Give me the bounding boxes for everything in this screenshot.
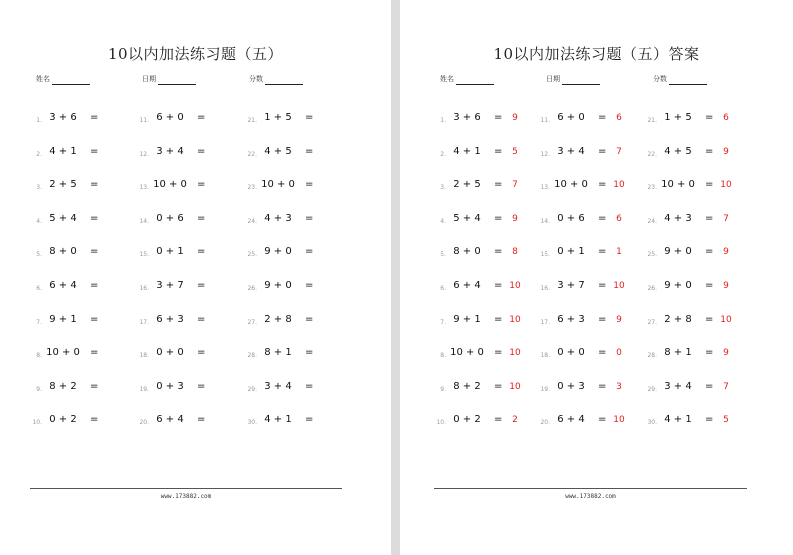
equals-sign: = [90, 112, 99, 123]
problem-number: 19. [139, 385, 149, 393]
problem-expression: 6 + 3 [156, 313, 184, 325]
problem-number: 22. [647, 150, 657, 158]
problem-item [241, 112, 351, 128]
answer-item [641, 414, 751, 430]
problem-expression: 8 + 0 [49, 246, 77, 258]
problem-number: 3. [440, 184, 446, 192]
problem-number: 11. [139, 117, 149, 124]
problem-item [133, 246, 243, 262]
problem-expression: 0 + 0 [557, 347, 585, 359]
name-blank-line [52, 84, 90, 85]
equals-sign: = [494, 179, 503, 191]
problem-expression: 0 + 0 [156, 347, 184, 359]
problem-expression: 9 + 0 [664, 246, 692, 258]
problem-item [241, 347, 351, 363]
problem-number: 5. [440, 251, 446, 259]
problem-number: 5. [36, 251, 42, 259]
problem-expression: 6 + 4 [156, 414, 184, 426]
equals-sign: = [197, 246, 206, 258]
problem-number: 12. [540, 150, 550, 158]
problem-number: 26. [247, 285, 257, 292]
answer-value: 6 [616, 113, 622, 123]
problem-number: 17. [139, 318, 149, 326]
date-label: 日期 [546, 75, 560, 83]
date-label: 日期 [142, 75, 156, 83]
problem-item [133, 112, 243, 128]
answer-value: 10 [720, 180, 732, 191]
equals-sign: = [197, 280, 206, 291]
problem-expression: 2 + 8 [664, 313, 692, 325]
problem-expression: 0 + 2 [49, 414, 77, 426]
answer-item [430, 381, 540, 397]
problem-expression: 3 + 4 [156, 145, 184, 157]
answer-item [641, 347, 751, 363]
problem-expression: 4 + 1 [664, 414, 692, 426]
answer-value: 6 [723, 113, 729, 123]
equals-sign: = [598, 280, 607, 291]
equals-sign: = [494, 313, 503, 325]
answer-value: 10 [509, 281, 521, 291]
name-label: 姓名 [440, 75, 454, 83]
equals-sign: = [494, 112, 503, 123]
problem-item [26, 112, 136, 128]
problem-item [241, 246, 351, 262]
problem-number: 23. [247, 184, 257, 192]
problem-number: 10. [436, 419, 446, 427]
answer-value: 10 [613, 281, 625, 291]
problem-expression: 0 + 1 [156, 246, 184, 258]
answer-item [430, 347, 540, 363]
problem-expression: 3 + 7 [156, 280, 184, 291]
problem-number: 26. [647, 285, 657, 292]
problem-expression: 4 + 3 [664, 212, 692, 224]
problem-number: 12. [139, 150, 149, 158]
problem-number: 2. [440, 150, 446, 158]
problem-expression: 0 + 3 [557, 380, 585, 392]
problem-expression: 9 + 1 [453, 313, 481, 325]
problem-expression: 4 + 5 [664, 145, 692, 157]
answer-value: 9 [512, 113, 518, 123]
problem-expression: 8 + 2 [49, 380, 77, 392]
answer-item [641, 179, 751, 195]
problem-number: 18. [540, 352, 550, 360]
answer-item [641, 112, 751, 128]
equals-sign: = [494, 280, 503, 291]
problem-number: 1. [36, 117, 42, 124]
equals-sign: = [598, 212, 607, 224]
problem-expression: 6 + 4 [453, 280, 481, 291]
problem-number: 15. [540, 251, 550, 259]
equals-sign: = [598, 380, 607, 392]
answer-item [430, 213, 540, 229]
problem-item [26, 347, 136, 363]
answer-item [534, 112, 644, 128]
problem-expression: 6 + 4 [49, 280, 77, 291]
problem-number: 28. [247, 352, 257, 360]
equals-sign: = [598, 347, 607, 359]
answer-value: 0 [616, 348, 622, 359]
problem-item [26, 414, 136, 430]
answer-value: 7 [723, 381, 729, 392]
answer-value: 10 [613, 180, 625, 191]
problem-expression: 10 + 0 [153, 179, 187, 191]
problem-number: 23. [647, 184, 657, 192]
answer-value: 3 [616, 381, 622, 392]
equals-sign: = [705, 380, 714, 392]
problem-expression: 4 + 1 [453, 145, 481, 157]
problem-expression: 8 + 1 [264, 347, 292, 359]
equals-sign: = [705, 179, 714, 191]
equals-sign: = [305, 112, 314, 123]
problem-number: 27. [247, 318, 257, 326]
problem-expression: 2 + 5 [49, 179, 77, 191]
name-blank-line [456, 84, 494, 85]
problem-expression: 0 + 2 [453, 414, 481, 426]
answer-item [641, 280, 751, 296]
equals-sign: = [197, 179, 206, 191]
problem-expression: 1 + 5 [664, 112, 692, 123]
problem-item [26, 314, 136, 330]
problem-number: 24. [247, 217, 257, 225]
problem-expression: 10 + 0 [46, 347, 80, 359]
problem-item [133, 213, 243, 229]
equals-sign: = [705, 347, 714, 359]
problem-item [26, 280, 136, 296]
problem-number: 1. [440, 117, 446, 124]
equals-sign: = [705, 414, 714, 426]
equals-sign: = [90, 246, 99, 258]
problem-expression: 10 + 0 [261, 179, 295, 191]
name-field [440, 74, 454, 84]
problem-expression: 9 + 1 [49, 313, 77, 325]
answer-value: 9 [723, 348, 729, 359]
equals-sign: = [90, 280, 99, 291]
date-blank-line [562, 84, 600, 85]
answer-value: 9 [723, 146, 729, 157]
answer-item [534, 179, 644, 195]
problem-number: 7. [36, 318, 42, 326]
equals-sign: = [90, 313, 99, 325]
problem-item [133, 146, 243, 162]
problem-expression: 1 + 5 [264, 112, 292, 123]
problem-number: 4. [440, 217, 446, 225]
answer-value: 5 [512, 146, 518, 157]
problem-item [26, 246, 136, 262]
answer-page [400, 0, 793, 555]
answer-value: 7 [723, 213, 729, 224]
equals-sign: = [90, 179, 99, 191]
problem-item [241, 213, 351, 229]
problem-number: 6. [440, 285, 446, 292]
problem-item [133, 179, 243, 195]
answer-value: 10 [613, 415, 625, 426]
score-label: 分数 [653, 75, 667, 83]
problem-number: 4. [36, 217, 42, 225]
answer-item [534, 347, 644, 363]
answer-value: 10 [509, 348, 521, 359]
equals-sign: = [494, 246, 503, 258]
answer-item [430, 414, 540, 430]
problem-expression: 9 + 0 [264, 246, 292, 258]
answer-item [430, 280, 540, 296]
problem-number: 16. [540, 285, 550, 292]
problem-number: 2. [36, 150, 42, 158]
equals-sign: = [705, 212, 714, 224]
problem-number: 24. [647, 217, 657, 225]
answer-item [534, 246, 644, 262]
problem-number: 14. [540, 217, 550, 225]
score-field [249, 74, 263, 84]
answer-item [534, 213, 644, 229]
answer-value: 7 [512, 180, 518, 191]
problem-number: 11. [540, 117, 550, 124]
problem-expression: 0 + 1 [557, 246, 585, 258]
answer-value: 9 [723, 281, 729, 291]
problem-number: 13. [139, 184, 149, 192]
problem-number: 8. [440, 352, 446, 360]
problem-expression: 10 + 0 [661, 179, 695, 191]
score-blank-line [669, 84, 707, 85]
problem-item [26, 381, 136, 397]
problem-number: 15. [139, 251, 149, 259]
equals-sign: = [494, 212, 503, 224]
page-title: 10以内加法练习题（五）答案 [493, 45, 700, 63]
answer-item [641, 381, 751, 397]
answer-value: 5 [723, 415, 729, 426]
problem-expression: 9 + 0 [264, 280, 292, 291]
problem-number: 7. [440, 318, 446, 326]
equals-sign: = [305, 246, 314, 258]
answer-value: 8 [512, 247, 518, 258]
equals-sign: = [197, 145, 206, 157]
problem-number: 18. [139, 352, 149, 360]
equals-sign: = [598, 179, 607, 191]
answer-value: 1 [616, 247, 622, 258]
problem-item [241, 381, 351, 397]
equals-sign: = [197, 112, 206, 123]
equals-sign: = [90, 347, 99, 359]
problem-number: 21. [647, 117, 657, 124]
answer-item [534, 314, 644, 330]
problem-number: 16. [139, 285, 149, 292]
answer-item [430, 246, 540, 262]
problem-expression: 6 + 3 [557, 313, 585, 325]
equals-sign: = [305, 280, 314, 291]
problem-number: 17. [540, 318, 550, 326]
equals-sign: = [494, 414, 503, 426]
answer-value: 9 [512, 213, 518, 224]
problem-expression: 2 + 5 [453, 179, 481, 191]
problem-expression: 6 + 0 [557, 112, 585, 123]
problem-number: 8. [36, 352, 42, 360]
problem-number: 6. [36, 285, 42, 292]
equals-sign: = [494, 347, 503, 359]
footer-url: www.173882.com [565, 493, 616, 500]
equals-sign: = [305, 179, 314, 191]
equals-sign: = [598, 313, 607, 325]
equals-sign: = [705, 145, 714, 157]
equals-sign: = [305, 145, 314, 157]
date-field [142, 74, 156, 84]
problem-expression: 0 + 6 [557, 212, 585, 224]
problem-expression: 5 + 4 [49, 212, 77, 224]
problem-number: 19. [540, 385, 550, 393]
problem-item [133, 314, 243, 330]
date-blank-line [158, 84, 196, 85]
answer-item [430, 179, 540, 195]
answer-value: 6 [616, 213, 622, 224]
equals-sign: = [197, 212, 206, 224]
problem-item [241, 414, 351, 430]
problem-number: 27. [647, 318, 657, 326]
equals-sign: = [598, 246, 607, 258]
problem-item [133, 414, 243, 430]
footer-divider [30, 488, 342, 489]
answer-value: 10 [509, 381, 521, 392]
answer-item [430, 314, 540, 330]
answer-item [534, 280, 644, 296]
problem-expression: 0 + 6 [156, 212, 184, 224]
answer-item [641, 246, 751, 262]
problem-number: 28. [647, 352, 657, 360]
problem-expression: 3 + 6 [453, 112, 481, 123]
problem-number: 20. [139, 419, 149, 427]
problem-expression: 4 + 1 [49, 145, 77, 157]
problem-expression: 3 + 7 [557, 280, 585, 291]
footer-url: www.173882.com [160, 493, 212, 500]
problem-expression: 4 + 1 [264, 414, 292, 426]
problem-number: 21. [247, 117, 257, 124]
problem-number: 9. [440, 385, 446, 393]
problem-expression: 4 + 5 [264, 145, 292, 157]
problem-expression: 10 + 0 [450, 347, 484, 359]
problem-expression: 3 + 4 [557, 145, 585, 157]
answer-item [534, 414, 644, 430]
equals-sign: = [494, 380, 503, 392]
equals-sign: = [90, 145, 99, 157]
answer-item [430, 112, 540, 128]
problem-item [241, 179, 351, 195]
worksheet-page [0, 0, 391, 555]
page-title: 10以内加法练习题（五） [107, 45, 284, 63]
equals-sign: = [705, 246, 714, 258]
problem-expression: 10 + 0 [554, 179, 588, 191]
answer-value: 2 [512, 415, 518, 426]
problem-item [26, 213, 136, 229]
problem-item [241, 280, 351, 296]
equals-sign: = [494, 145, 503, 157]
problem-number: 29. [247, 385, 257, 393]
problem-item [241, 146, 351, 162]
problem-expression: 4 + 3 [264, 212, 292, 224]
answer-item [641, 314, 751, 330]
problem-number: 29. [647, 385, 657, 393]
equals-sign: = [197, 380, 206, 392]
problem-number: 30. [247, 419, 257, 427]
equals-sign: = [305, 313, 314, 325]
score-blank-line [265, 84, 303, 85]
equals-sign: = [197, 414, 206, 426]
problem-expression: 8 + 2 [453, 380, 481, 392]
equals-sign: = [598, 112, 607, 123]
equals-sign: = [90, 414, 99, 426]
equals-sign: = [598, 145, 607, 157]
problem-expression: 5 + 4 [453, 212, 481, 224]
answer-value: 9 [723, 247, 729, 258]
score-field [653, 74, 667, 84]
problem-expression: 3 + 4 [664, 380, 692, 392]
name-label: 姓名 [36, 75, 50, 83]
problem-expression: 3 + 4 [264, 380, 292, 392]
problem-expression: 6 + 4 [557, 414, 585, 426]
problem-number: 22. [247, 150, 257, 158]
answer-item [641, 213, 751, 229]
equals-sign: = [598, 414, 607, 426]
problem-item [26, 179, 136, 195]
answer-value: 9 [616, 314, 622, 325]
equals-sign: = [305, 347, 314, 359]
problem-item [133, 280, 243, 296]
problem-number: 25. [247, 251, 257, 259]
equals-sign: = [197, 313, 206, 325]
equals-sign: = [305, 414, 314, 426]
answer-item [641, 146, 751, 162]
equals-sign: = [305, 380, 314, 392]
answer-item [534, 381, 644, 397]
equals-sign: = [705, 280, 714, 291]
problem-number: 14. [139, 217, 149, 225]
problem-item [133, 381, 243, 397]
footer-divider [434, 488, 747, 489]
equals-sign: = [705, 313, 714, 325]
problem-expression: 8 + 1 [664, 347, 692, 359]
problem-number: 25. [647, 251, 657, 259]
name-field [36, 74, 50, 84]
answer-item [430, 146, 540, 162]
equals-sign: = [705, 112, 714, 123]
problem-number: 13. [540, 184, 550, 192]
problem-expression: 0 + 3 [156, 380, 184, 392]
problem-expression: 9 + 0 [664, 280, 692, 291]
equals-sign: = [90, 212, 99, 224]
problem-expression: 2 + 8 [264, 313, 292, 325]
problem-expression: 3 + 6 [49, 112, 77, 123]
equals-sign: = [305, 212, 314, 224]
problem-number: 20. [540, 419, 550, 427]
date-field [546, 74, 560, 84]
problem-expression: 8 + 0 [453, 246, 481, 258]
problem-number: 10. [32, 419, 42, 427]
answer-value: 10 [509, 314, 521, 325]
problem-expression: 6 + 0 [156, 112, 184, 123]
equals-sign: = [90, 380, 99, 392]
problem-number: 9. [36, 385, 42, 393]
answer-value: 7 [616, 146, 622, 157]
problem-item [133, 347, 243, 363]
score-label: 分数 [249, 75, 263, 83]
answer-item [534, 146, 644, 162]
equals-sign: = [197, 347, 206, 359]
problem-item [26, 146, 136, 162]
problem-number: 30. [647, 419, 657, 427]
problem-number: 3. [36, 184, 42, 192]
answer-value: 10 [720, 314, 732, 325]
problem-item [241, 314, 351, 330]
